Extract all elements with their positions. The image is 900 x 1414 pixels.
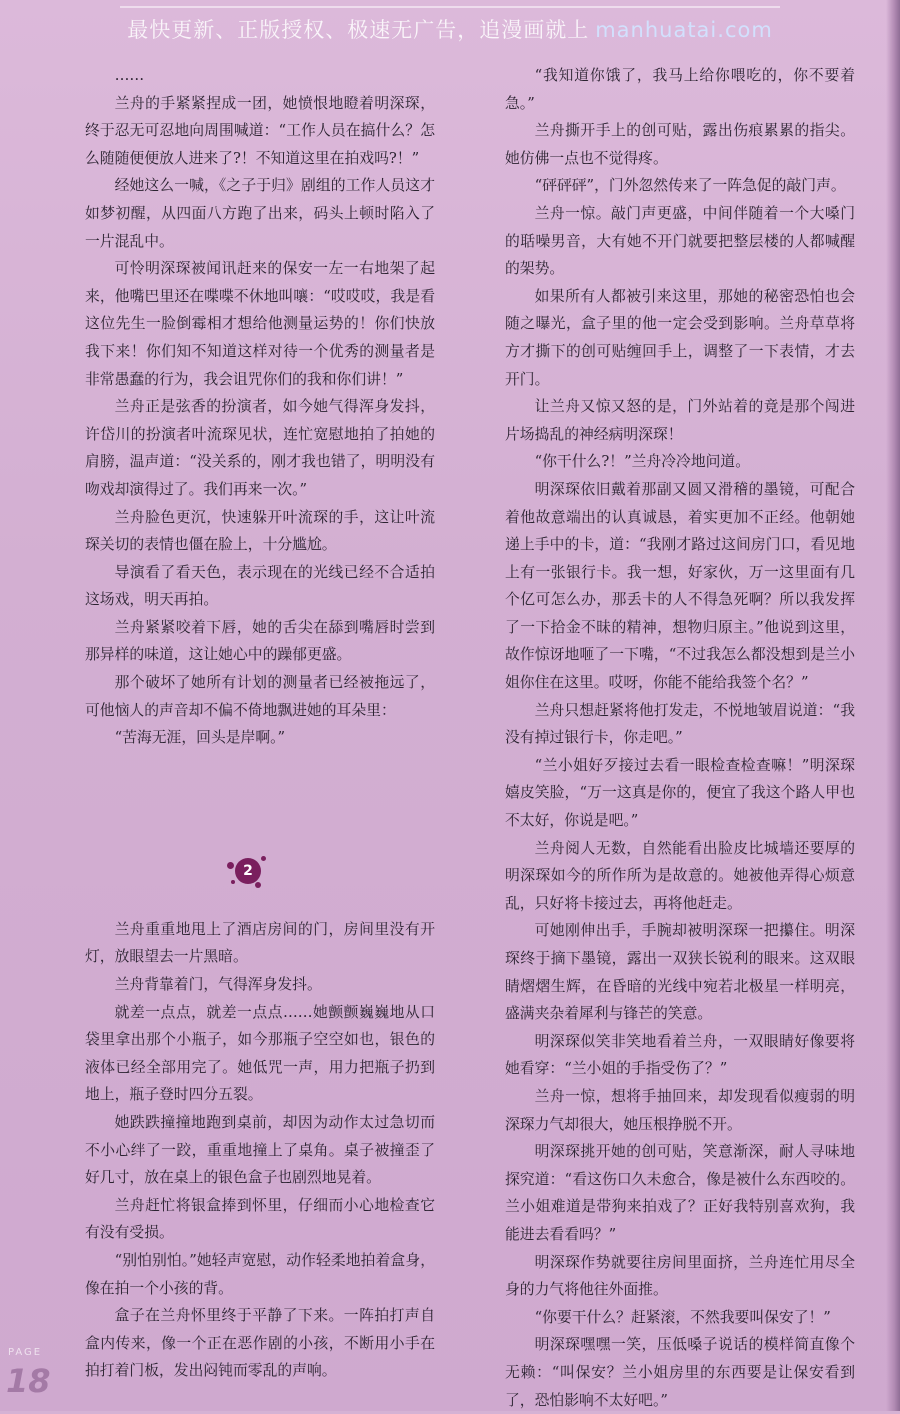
paragraph: 兰舟一惊。敲门声更盛，中间伴随着一个大嗓门的聒噪男音，大有她不开门就要把整层楼的人都喊醒的架势。	[505, 204, 855, 278]
ink-splat	[227, 862, 234, 869]
paragraph: 明深琛嘿嘿一笑，压低嗓子说话的模样简直像个无赖：“叫保安？兰小姐房里的东西要是让保安看到了，恐怕影响不太好吧。”	[505, 1336, 855, 1409]
paragraph: 如果所有人都被引来这里，那她的秘密恐怕也会随之曝光，盒子里的他一定会受到影响。兰舟草草将方才撕下的创可贴缠回手上，调整了一下表情，才去开门。	[505, 287, 855, 388]
chapter-marker	[85, 852, 435, 896]
paragraph: 兰舟一惊，想将手抽回来，却发现看似瘦弱的明深琛力气却很大，她压根挣脱不开。	[505, 1087, 855, 1133]
watermark-text: 最快更新、正版授权、极速无广告，追漫画就上	[127, 18, 590, 42]
ink-splat	[231, 880, 235, 884]
paragraph: “砰砰砰”，门外忽然传来了一阵急促的敲门声。	[534, 177, 846, 195]
paragraph: “苦海无涯，回头是岸啊。”	[114, 729, 286, 747]
paragraph: “兰小姐好歹接过去看一眼检查检查嘛！”明深琛嬉皮笑脸，“万一这真是你的，便宜了我这个路人甲也不太好，你说是吧。”	[505, 756, 855, 830]
paragraph: 兰舟阅人无数，自然能看出脸皮比城墙还要厚的明深琛如今的所作所为是故意的。她被他弄得心烦意乱，只好将卡接过去，再将他赶走。	[505, 839, 855, 912]
paragraph: “别怕别怕。”她轻声宽慰，动作轻柔地拍着盒身，像在拍一个小孩的背。	[85, 1251, 435, 1297]
paragraph: 可怜明深琛被闻讯赶来的保安一左一右地架了起来，他嘴巴里还在喋喋不休地叫嚷：“哎哎哎，我是看这位先生一脸倒霉相才想给他测量运势的！你们快放我下来！你们知不知道这样对待一个优秀的测量者是非常愚蠢的行为，我会诅咒你们的我和你们讲！”	[85, 260, 435, 388]
right-column	[505, 62, 855, 1414]
header-rule	[120, 6, 780, 8]
page-edge	[886, 0, 900, 1411]
paragraph: 兰舟紧紧咬着下唇，她的舌尖在舔到嘴唇时尝到那异样的味道，这让她心中的躁郁更盛。	[85, 618, 435, 664]
page-label: PAGE	[8, 1347, 43, 1358]
ink-splat	[255, 882, 261, 888]
paragraph: 明深琛挑开她的创可贴，笑意渐深，耐人寻味地探究道：“看这伤口久未愈合，像是被什么东西咬的。兰小姐难道是带狗来拍戏了？正好我特别喜欢狗，我能进去看看吗？”	[505, 1143, 855, 1243]
paragraph: “你要干什么？赶紧滚，不然我要叫保安了！”	[534, 1308, 831, 1326]
ink-splat	[261, 856, 266, 861]
paragraph: 她跌跌撞撞地跑到桌前，却因为动作太过急切而不小心绊了一跤，重重地撞上了桌角。桌子被撞歪了好几寸，放在桌上的银色盒子也剧烈地晃着。	[85, 1114, 435, 1187]
paragraph: 兰舟背靠着门，气得浑身发抖。	[114, 976, 322, 994]
paragraph: 经她这么一喊，《之子于归》剧组的工作人员这才如梦初醒，从四面八方跑了出来，码头上顿时陷入了一片混乱中。	[85, 177, 435, 250]
paragraph: 那个破坏了她所有计划的测量者已经被拖远了，可他恼人的声音却不偏不倚地飘进她的耳朵里：	[85, 674, 435, 719]
watermark	[0, 14, 900, 44]
paragraph: “我知道你饿了，我马上给你喂吃的，你不要着急。”	[505, 67, 855, 112]
chapter-number-badge: 2	[235, 858, 261, 884]
paragraph: 明深琛作势就要往房间里面挤，兰舟连忙用尽全身的力气将他往外面推。	[505, 1253, 855, 1299]
paragraph: 导演看了看天色，表示现在的光线已经不合适拍这场戏，明天再拍。	[85, 563, 435, 609]
paragraph: “你干什么?！”兰舟冷冷地问道。	[534, 453, 751, 471]
page-number: 18	[6, 1362, 51, 1400]
section-gap	[85, 752, 435, 852]
paragraph: 兰舟只想赶紧将他打发走，不悦地皱眉说道：“我没有掉过银行卡，你走吧。”	[505, 701, 855, 747]
paragraph: 让兰舟又惊又怒的是，门外站着的竟是那个闯进片场捣乱的神经病明深琛！	[505, 398, 855, 443]
paragraph: ……	[114, 67, 145, 84]
paragraph: 兰舟撕开手上的创可贴，露出伤痕累累的指尖。她仿佛一点也不觉得疼。	[505, 122, 855, 167]
paragraph: 就差一点点，就差一点点……她颤颤巍巍地从口袋里拿出那个小瓶子，如今那瓶子空空如也，银色的液体已经全部用完了。她低咒一声，用力把瓶子扔到地上，瓶子登时四分五裂。	[85, 1003, 435, 1104]
paragraph: 明深琛似笑非笑地看着兰舟，一双眼睛好像要将她看穿：“兰小姐的手指受伤了？”	[505, 1032, 855, 1078]
paragraph: 可她刚伸出手，手腕却被明深琛一把攥住。明深琛终于摘下墨镜，露出一双狭长锐利的眼来。这双眼睛熠熠生辉，在昏暗的光线中宛若北极星一样明亮，盛满夹杂着犀利与锋芒的笑意。	[505, 922, 855, 1023]
paragraph: 兰舟的手紧紧捏成一团，她愤恨地瞪着明深琛，终于忍无可忍地向周围喊道：“工作人员在搞什么？怎么随随便便放人进来了?！不知道这里在拍戏吗?！”	[85, 94, 435, 167]
paragraph: 兰舟脸色更沉，快速躲开叶流琛的手，这让叶流琛关切的表情也僵在脸上，十分尴尬。	[85, 508, 435, 554]
paragraph: 明深琛依旧戴着那副又圆又滑稽的墨镜，可配合着他故意端出的认真诚恳，着实更加不正经。他朝她递上手中的卡，道：“我刚才路过这间房门口，看见地上有一张银行卡。我一想，好家伙，万一这里面有几个亿可怎么办，那丢卡的人不得急死啊？所以我发挥了一下拾金不昧的精神，想物归原主。”他说到这里，故作惊讶地咂了一下嘴，“不过我怎么都没想到是兰小姐你住在这里。哎呀，你能不能给我签个名？”	[505, 480, 855, 692]
paragraph: 兰舟赶忙将银盒捧到怀里，仔细而小心地检查它有没有受损。	[85, 1196, 435, 1242]
watermark-site: manhuatai.com	[595, 18, 773, 42]
paragraph: 盒子在兰舟怀里终于平静了下来。一阵拍打声自盒内传来，像一个正在恶作剧的小孩，不断用小手在拍打着门板，发出闷钝而零乱的声响。	[85, 1307, 435, 1380]
paragraph: 兰舟正是弦香的扮演者，如今她气得浑身发抖，许岱川的扮演者叶流琛见状，连忙宽慰地拍了拍她的肩膀，温声道：“没关系的，刚才我也错了，明明没有吻戏却演得过了。我们再来一次。”	[85, 398, 435, 498]
left-column	[85, 62, 435, 1385]
paragraph: 兰舟重重地甩上了酒店房间的门，房间里没有开灯，放眼望去一片黑暗。	[85, 920, 435, 966]
